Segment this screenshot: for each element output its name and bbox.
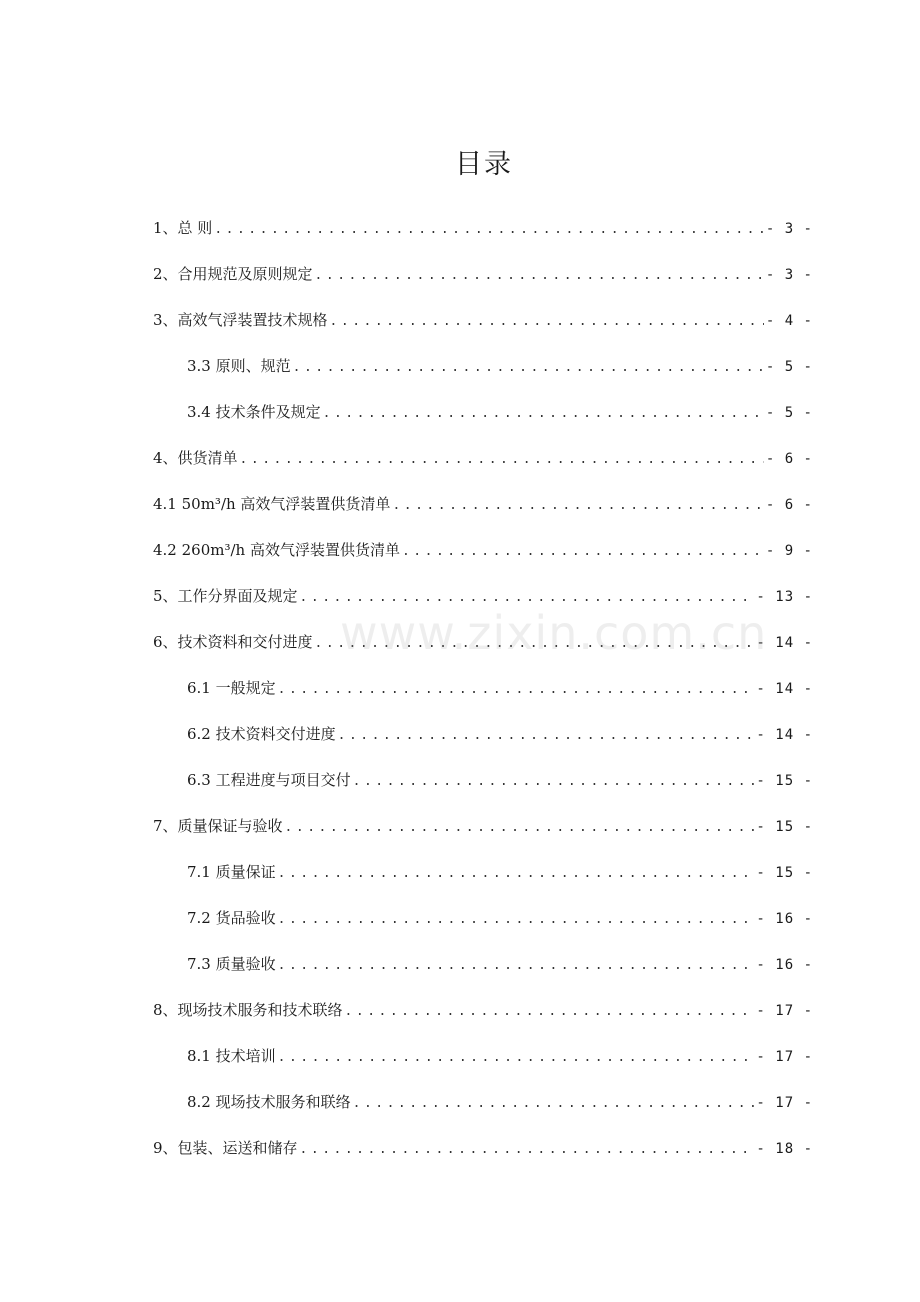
table-of-contents	[153, 215, 813, 1181]
toc-page-number: - 15 -	[756, 773, 813, 789]
toc-dot-leader	[338, 723, 755, 749]
toc-entry[interactable]	[153, 537, 813, 583]
toc-page-number: - 14 -	[756, 635, 813, 651]
toc-entry[interactable]	[153, 491, 813, 537]
toc-dot-leader	[315, 631, 755, 657]
toc-entry-label: 2、合用规范及原则规定	[153, 265, 313, 283]
toc-entry[interactable]	[153, 399, 813, 445]
toc-entry-label: 4、供货清单	[153, 449, 238, 467]
toc-dot-leader	[278, 907, 755, 933]
toc-page-number: - 14 -	[756, 727, 813, 743]
toc-dot-leader	[345, 999, 755, 1025]
toc-dot-leader	[392, 493, 763, 519]
toc-entry-label: 7.2 货品验收	[187, 909, 276, 927]
toc-entry-label: 5、工作分界面及规定	[153, 587, 298, 605]
toc-entry[interactable]	[153, 583, 813, 629]
toc-entry[interactable]	[153, 905, 813, 951]
toc-entry[interactable]	[153, 445, 813, 491]
toc-dot-leader	[278, 953, 755, 979]
toc-page-number: - 17 -	[756, 1003, 813, 1019]
toc-page-number: - 6 -	[765, 497, 813, 513]
toc-page-number: - 14 -	[756, 681, 813, 697]
toc-entry[interactable]	[153, 997, 813, 1043]
toc-dot-leader	[353, 1091, 755, 1117]
toc-entry[interactable]	[153, 767, 813, 813]
toc-entry[interactable]	[153, 215, 813, 261]
toc-dot-leader	[402, 539, 764, 565]
toc-entry-label: 8.2 现场技术服务和联络	[187, 1093, 351, 1111]
toc-page-number: - 3 -	[765, 221, 813, 237]
toc-dot-leader	[315, 263, 764, 289]
toc-dot-leader	[240, 447, 764, 473]
toc-entry-label: 6.3 工程进度与项目交付	[187, 771, 351, 789]
toc-entry[interactable]	[153, 721, 813, 767]
toc-page-number: - 5 -	[765, 359, 813, 375]
toc-entry[interactable]	[153, 1089, 813, 1135]
toc-page-number: - 15 -	[756, 865, 813, 881]
toc-entry-label: 9、包装、运送和储存	[153, 1139, 298, 1157]
toc-dot-leader	[278, 861, 755, 887]
toc-page-number: - 9 -	[765, 543, 813, 559]
toc-entry-label: 4.1 50m³/h 高效气浮装置供货清单	[153, 495, 391, 513]
toc-entry-label: 3.3 原则、规范	[187, 357, 291, 375]
toc-entry[interactable]	[153, 675, 813, 721]
toc-entry-label: 8.1 技术培训	[187, 1047, 276, 1065]
toc-dot-leader	[323, 401, 764, 427]
toc-dot-leader	[293, 355, 764, 381]
toc-dot-leader	[300, 1137, 755, 1163]
toc-dot-leader	[285, 815, 755, 841]
toc-page-number: - 15 -	[756, 819, 813, 835]
toc-dot-leader	[353, 769, 755, 795]
toc-entry-label: 7、质量保证与验收	[153, 817, 283, 835]
toc-entry-label: 1、总 则	[153, 219, 213, 237]
toc-entry-label: 6、技术资料和交付进度	[153, 633, 313, 651]
toc-entry-label: 3.4 技术条件及规定	[187, 403, 321, 421]
toc-entry-label: 6.1 一般规定	[187, 679, 276, 697]
toc-entry-label: 7.1 质量保证	[187, 863, 276, 881]
toc-entry[interactable]	[153, 1135, 813, 1181]
toc-entry-label: 3、高效气浮装置技术规格	[153, 311, 328, 329]
toc-dot-leader	[278, 677, 755, 703]
toc-dot-leader	[330, 309, 764, 335]
toc-page-number: - 17 -	[756, 1049, 813, 1065]
toc-page-number: - 16 -	[756, 911, 813, 927]
toc-entry[interactable]	[153, 261, 813, 307]
toc-entry-label: 8、现场技术服务和技术联络	[153, 1001, 343, 1019]
toc-entry-label: 4.2 260m³/h 高效气浮装置供货清单	[153, 541, 400, 559]
toc-page-number: - 16 -	[756, 957, 813, 973]
toc-dot-leader	[278, 1045, 755, 1071]
toc-entry-label: 6.2 技术资料交付进度	[187, 725, 336, 743]
toc-page-number: - 4 -	[765, 313, 813, 329]
toc-entry-label: 7.3 质量验收	[187, 955, 276, 973]
toc-entry[interactable]	[153, 353, 813, 399]
toc-dot-leader	[300, 585, 755, 611]
toc-dot-leader	[214, 217, 764, 243]
toc-entry[interactable]	[153, 859, 813, 905]
toc-entry[interactable]	[153, 1043, 813, 1089]
watermark: www.zixin.com.cn	[340, 606, 768, 660]
toc-page-number: - 18 -	[756, 1141, 813, 1157]
toc-page-number: - 13 -	[756, 589, 813, 605]
toc-entry[interactable]	[153, 951, 813, 997]
page-title: 目录	[455, 149, 513, 180]
toc-entry[interactable]	[153, 307, 813, 353]
toc-page-number: - 3 -	[765, 267, 813, 283]
toc-page-number: - 6 -	[765, 451, 813, 467]
toc-page-number: - 5 -	[765, 405, 813, 421]
toc-entry[interactable]	[153, 629, 813, 675]
toc-page-number: - 17 -	[756, 1095, 813, 1111]
toc-entry[interactable]	[153, 813, 813, 859]
